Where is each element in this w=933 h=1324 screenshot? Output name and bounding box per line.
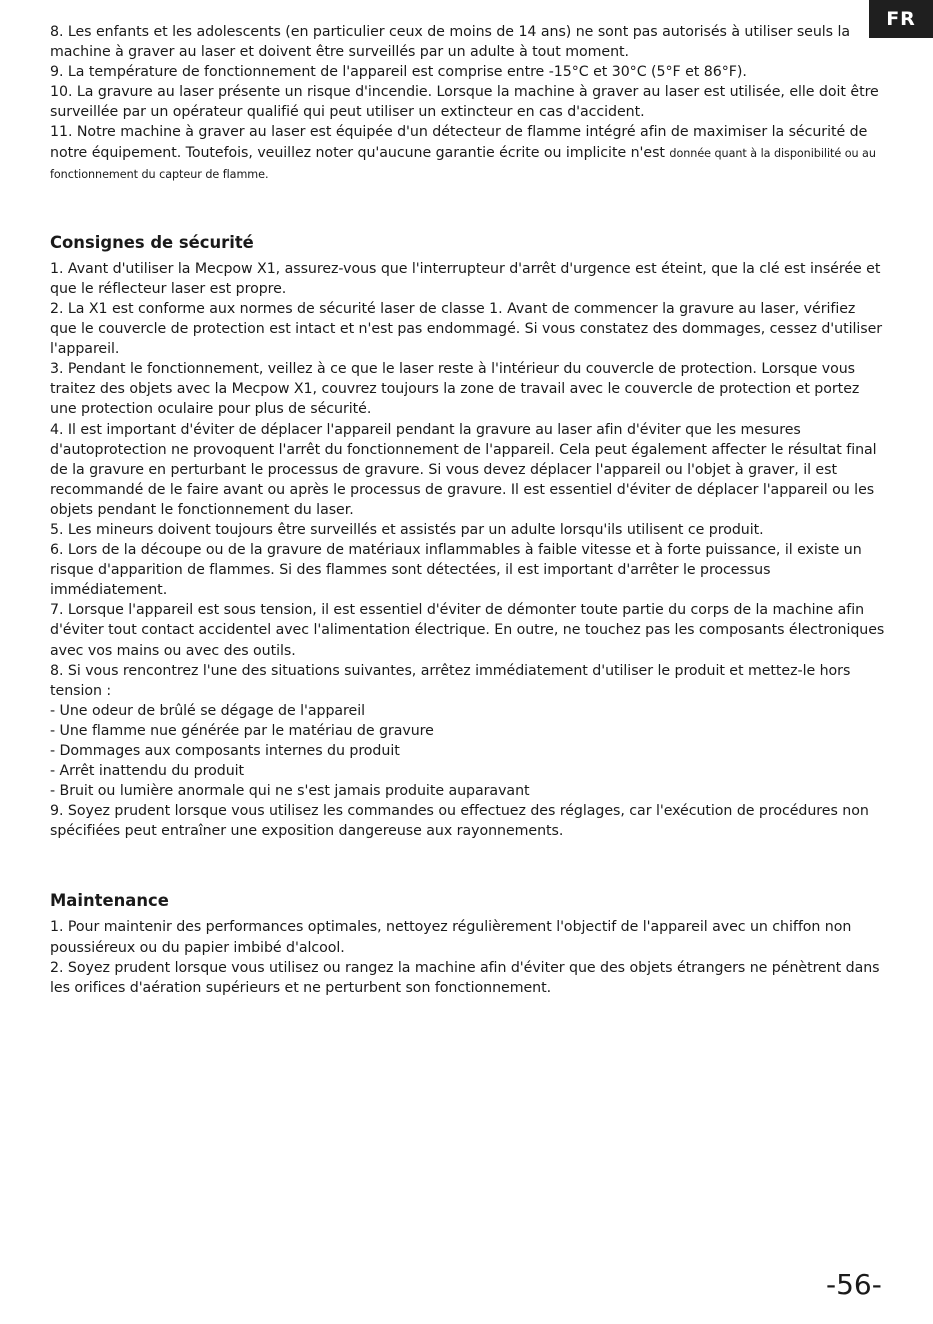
page-number: -56- bbox=[826, 1268, 882, 1301]
page-content bbox=[50, 22, 885, 998]
intro-item-11-main: 11. Notre machine à graver au laser est équipée d'un détecteur de flamme intégré afin de maximiser la sécurité de notre équipement. Toutefois, veuillez noter qu'aucune garantie écrite ou implicite n'est bbox=[50, 124, 868, 161]
safety-item: 4. Il est important d'éviter de déplacer l'appareil pendant la gravure au laser afin d'éviter que les mesures d'autoprotection ne provoquent l'arrêt du fonctionnement de l'appareil. Cela peut également affecter le résultat final de la gravure en perturbant le processus de gravure. Si vous devez déplacer l'appareil ou l'objet à graver, il est recommandé de le faire avant ou après le processus de gravure. Il est essentiel d'éviter de déplacer l'appareil ou les objets pendant le fonctionnement du laser. bbox=[50, 421, 877, 518]
safety-item: 9. Soyez prudent lorsque vous utilisez les commandes ou effectuez des réglages, car l'exécution de procédures non spécifiées peut entraîner une exposition dangereuse aux rayonnements. bbox=[50, 803, 869, 840]
safety-item: 7. Lorsque l'appareil est sous tension, il est essentiel d'éviter de démonter toute partie du corps de la machine afin d'éviter tout contact accidentel avec l'alimentation électrique. En outre, ne touchez pas les composants électroniques avec vos mains ou avec des outils. bbox=[50, 602, 885, 659]
safety-subitem: - Une odeur de brûlé se dégage de l'appareil bbox=[50, 702, 365, 719]
safety-subitem: - Arrêt inattendu du produit bbox=[50, 763, 245, 780]
safety-item: 8. Si vous rencontrez l'une des situations suivantes, arrêtez immédiatement d'utiliser le produit et mettez-le hors tension : bbox=[50, 662, 851, 699]
maintenance-item: 2. Soyez prudent lorsque vous utilisez ou rangez la machine afin d'éviter que des objets étrangers ne pénètrent dans les orifices d'aération supérieurs et ne perturbent son fonctionnement. bbox=[50, 959, 880, 996]
intro-item-11-small: donnée quant à la disponibilité ou au fonctionnement du capteur de flamme. bbox=[50, 146, 876, 181]
intro-item: 9. La température de fonctionnement de l'appareil est comprise entre -15°C et 30°C (5°F et 86°F). bbox=[50, 64, 747, 81]
safety-subitem: - Une flamme nue générée par le matériau de gravure bbox=[50, 722, 434, 739]
intro-item: 10. La gravure au laser présente un risque d'incendie. Lorsque la machine à graver au laser est utilisée, elle doit être surveillée par un opérateur qualifié qui peut utiliser un extincteur en cas d'accident. bbox=[50, 84, 879, 121]
safety-item: 3. Pendant le fonctionnement, veillez à ce que le laser reste à l'intérieur du couvercle de protection. Lorsque vous traitez des objets avec la Mecpow X1, couvrez toujours la zone de travail avec le couvercle de protection et portez une protection oculaire pour plus de sécurité. bbox=[50, 361, 860, 418]
safety-subitem: - Bruit ou lumière anormale qui ne s'est jamais produite auparavant bbox=[50, 783, 530, 800]
intro-list bbox=[50, 22, 885, 185]
safety-list bbox=[50, 259, 885, 842]
intro-item: 8. Les enfants et les adolescents (en particulier ceux de moins de 14 ans) ne sont pas autorisés à utiliser seuls la machine à graver au laser et doivent être surveillés par un adulte à tout moment. bbox=[50, 24, 851, 61]
safety-item: 2. La X1 est conforme aux normes de sécurité laser de classe 1. Avant de commencer la gravure au laser, vérifiez que le couvercle de protection est intact et n'est pas endommagé. Si vous constatez des dommages, cessez d'utiliser l'appareil. bbox=[50, 300, 883, 358]
section-title-maintenance: Maintenance bbox=[50, 891, 169, 911]
intro-item-11 bbox=[50, 122, 885, 184]
maintenance-item: 1. Pour maintenir des performances optimales, nettoyez régulièrement l'objectif de l'appareil avec un chiffon non poussiéreux ou du papier imbibé d'alcool. bbox=[50, 919, 852, 956]
language-tab: FR bbox=[869, 0, 933, 38]
safety-item: 6. Lors de la découpe ou de la gravure de matériaux inflammables à faible vitesse et à forte puissance, il existe un risque d'apparition de flammes. Si des flammes sont détectées, il est important d'arrêter le processus immédiatement. bbox=[50, 542, 862, 599]
safety-subitem: - Dommages aux composants internes du produit bbox=[50, 743, 400, 759]
safety-item: 5. Les mineurs doivent toujours être surveillés et assistés par un adulte lorsqu'ils utilisent ce produit. bbox=[50, 521, 764, 538]
maintenance-list bbox=[50, 917, 885, 997]
safety-item: 1. Avant d'utiliser la Mecpow X1, assurez-vous que l'interrupteur d'arrêt d'urgence est éteint, que la clé est insérée et que le réflecteur laser est propre. bbox=[50, 260, 881, 297]
section-title-safety: Consignes de sécurité bbox=[50, 232, 254, 252]
